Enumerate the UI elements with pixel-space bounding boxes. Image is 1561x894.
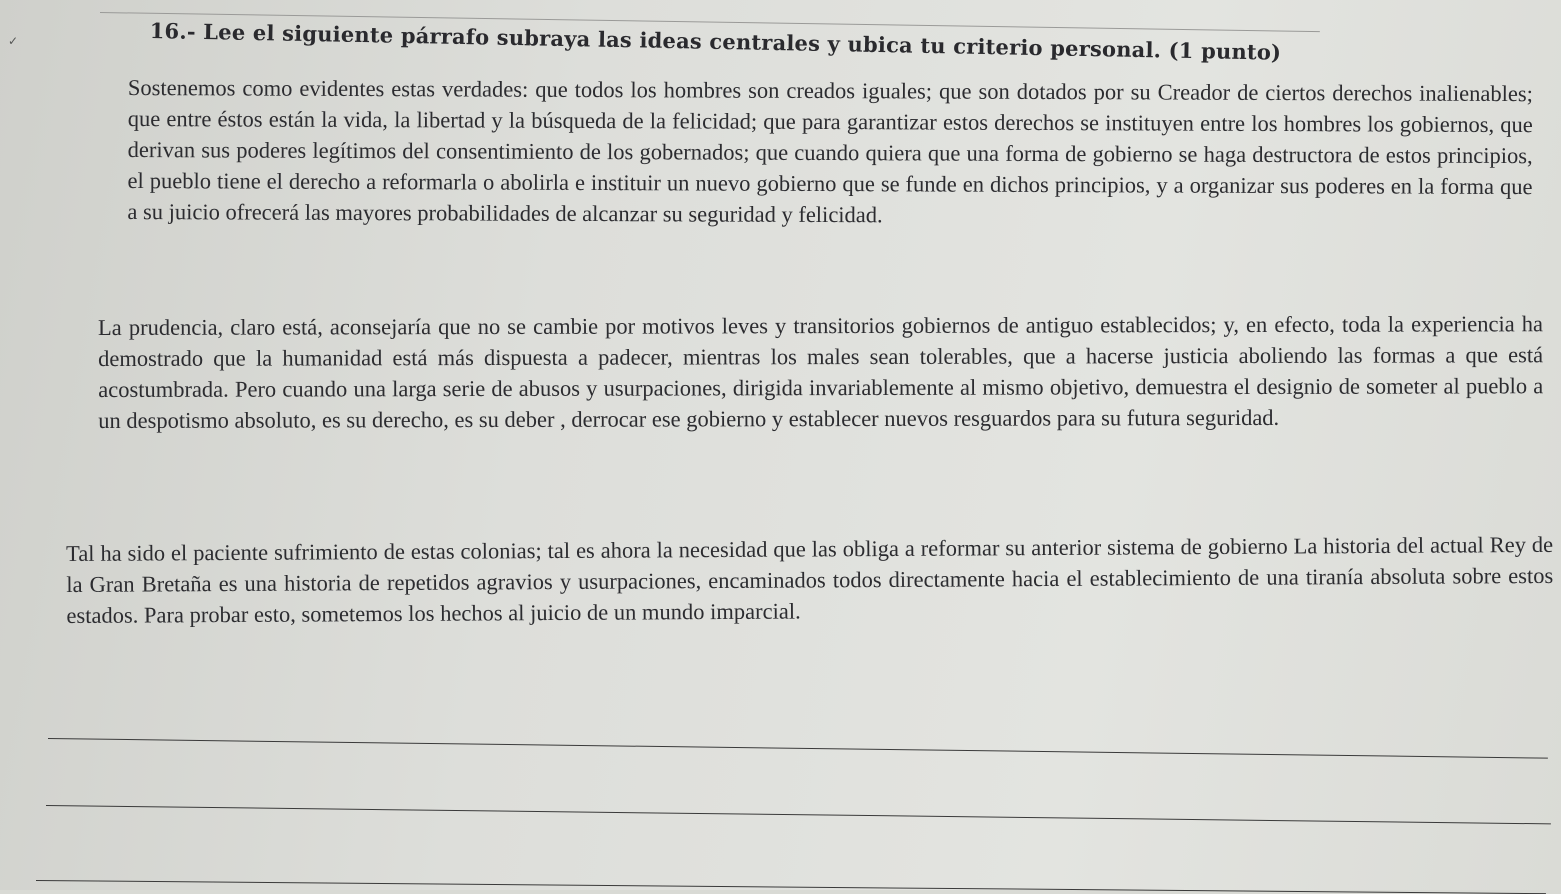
question-title: 16.- Lee el siguiente párrafo subraya las ideas centrales y ubica tu criterio personal. (1 punto) [149, 18, 1282, 65]
reading-paragraph-1: Sostenemos como evidentes estas verdades: que todos los hombres son creados iguales; que son dotados por su Creador de ciertos derechos inalienables; que entre éstos están la vida, la libertad y la búsqueda de la felicidad; que para garantizar estos derechos se instituyen entre los hombres los gobiernos, que derivan sus poderes legítimos del consentimiento de los gobernados; que cuando quiera que una forma de gobierno se haga destructora de estos principios, el pueblo tiene el derecho a reformarla o abolirla e instituir un nuevo gobierno que se funde en dichos principios, y a organizar sus poderes en la forma que a su juicio ofrecerá las mayores probabilidades de alcanzar su seguridad y felicidad. [127, 74, 1533, 228]
reading-paragraph-2: La prudencia, claro está, aconsejaría que no se cambie por motivos leves y transitorios gobiernos de antiguo establecidos; y, en efecto, toda la experiencia ha demostrado que la humanidad está más dispuesta a padecer, mientras los males sean tolerables, que a hacerse justicia aboliendo las formas a que está acostumbrada. Pero cuando una larga serie de abusos y usurpaciones, dirigida invariablemente al mismo objetivo, demuestra el designio de someter al pueblo a un despotismo absoluto, es su derecho, es su deber , derrocar ese gobierno y establecer nuevos resguardos para su futura seguridad. [98, 311, 1544, 433]
answer-line-3[interactable] [36, 880, 1546, 894]
answer-line-1[interactable] [48, 738, 1548, 759]
reading-paragraph-3: Tal ha sido el paciente sufrimiento de estas colonias; tal es ahora la necesidad que las obliga a reformar su anterior sistema de gobierno La historia del actual Rey de la Gran Bretaña es una historia de repetidos agravios y usurpaciones, encaminados todos directamente hacia el establecimiento de una tiranía absoluta sobre estos estados. Para probar esto, sometemos los hechos al juicio de un mundo imparcial. [66, 531, 1554, 628]
answer-line-2[interactable] [46, 805, 1551, 824]
margin-check-mark: ✓ [8, 34, 19, 48]
